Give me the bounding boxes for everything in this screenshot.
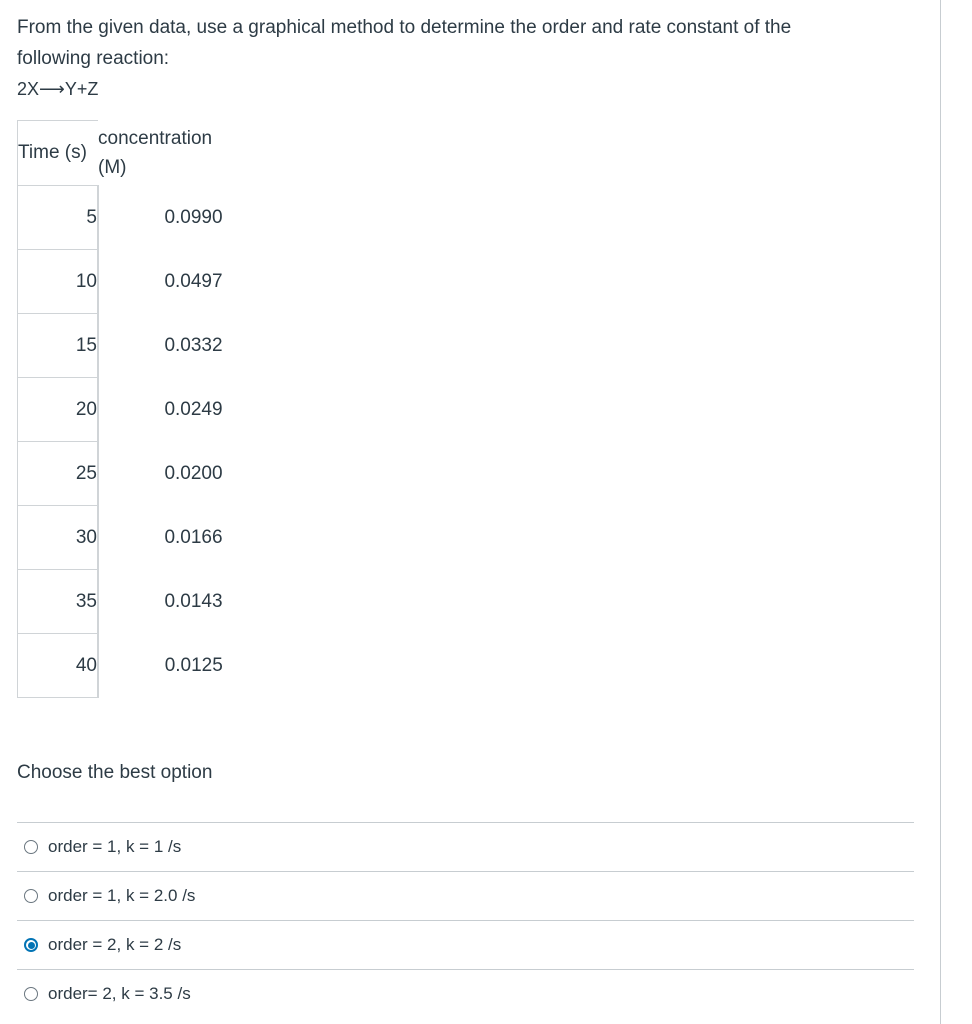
time-cell: 15 xyxy=(18,314,99,378)
reaction-equation: 2X⟶Y+Z xyxy=(17,79,99,99)
time-cell: 10 xyxy=(18,250,99,314)
answer-option-label[interactable]: order = 1, k = 1 /s xyxy=(48,837,182,856)
table-row xyxy=(18,634,289,698)
table-row xyxy=(18,378,289,442)
table-row xyxy=(18,314,289,378)
choose-prompt: Choose the best option xyxy=(17,762,213,783)
time-cell: 20 xyxy=(18,378,99,442)
data-table xyxy=(17,120,289,698)
table-row xyxy=(18,442,289,506)
answer-option[interactable] xyxy=(17,822,914,871)
radio-button[interactable] xyxy=(24,840,38,854)
answer-options xyxy=(17,822,914,1018)
concentration-cell: 0.0497 xyxy=(164,270,223,292)
answer-option[interactable] xyxy=(17,969,914,1018)
header-concentration-line2: (M) xyxy=(98,157,127,178)
concentration-cell: 0.0249 xyxy=(164,398,223,420)
table-row xyxy=(18,186,289,250)
question-line-1: From the given data, use a graphical method to determine the order and rate constant of the xyxy=(17,17,792,38)
answer-option-label[interactable]: order = 2, k = 2 /s xyxy=(48,935,182,954)
time-cell: 30 xyxy=(18,506,99,570)
content-border xyxy=(940,0,941,1024)
radio-button[interactable] xyxy=(24,987,38,1001)
time-cell: 5 xyxy=(18,186,99,250)
table-row xyxy=(18,250,289,314)
time-cell: 40 xyxy=(18,634,99,698)
table-row xyxy=(18,506,289,570)
header-concentration xyxy=(98,121,289,186)
concentration-cell: 0.0990 xyxy=(164,206,223,228)
radio-button[interactable] xyxy=(24,938,38,952)
concentration-cell: 0.0125 xyxy=(164,654,223,676)
answer-option[interactable] xyxy=(17,871,914,920)
time-cell: 25 xyxy=(18,442,99,506)
concentration-cell: 0.0332 xyxy=(164,334,223,356)
answer-option[interactable] xyxy=(17,920,914,969)
question-line-2: following reaction: xyxy=(17,48,170,69)
time-cell: 35 xyxy=(18,570,99,634)
table-row xyxy=(18,570,289,634)
header-concentration-line1: concentration xyxy=(98,128,213,149)
radio-button[interactable] xyxy=(24,889,38,903)
concentration-cell: 0.0166 xyxy=(164,526,223,548)
concentration-cell: 0.0200 xyxy=(164,462,223,484)
header-time: Time (s) xyxy=(18,121,99,186)
table-header-row xyxy=(18,121,289,186)
concentration-cell: 0.0143 xyxy=(164,590,223,612)
answer-option-label[interactable]: order= 2, k = 3.5 /s xyxy=(48,984,191,1003)
answer-option-label[interactable]: order = 1, k = 2.0 /s xyxy=(48,886,196,905)
question-text xyxy=(17,12,917,105)
